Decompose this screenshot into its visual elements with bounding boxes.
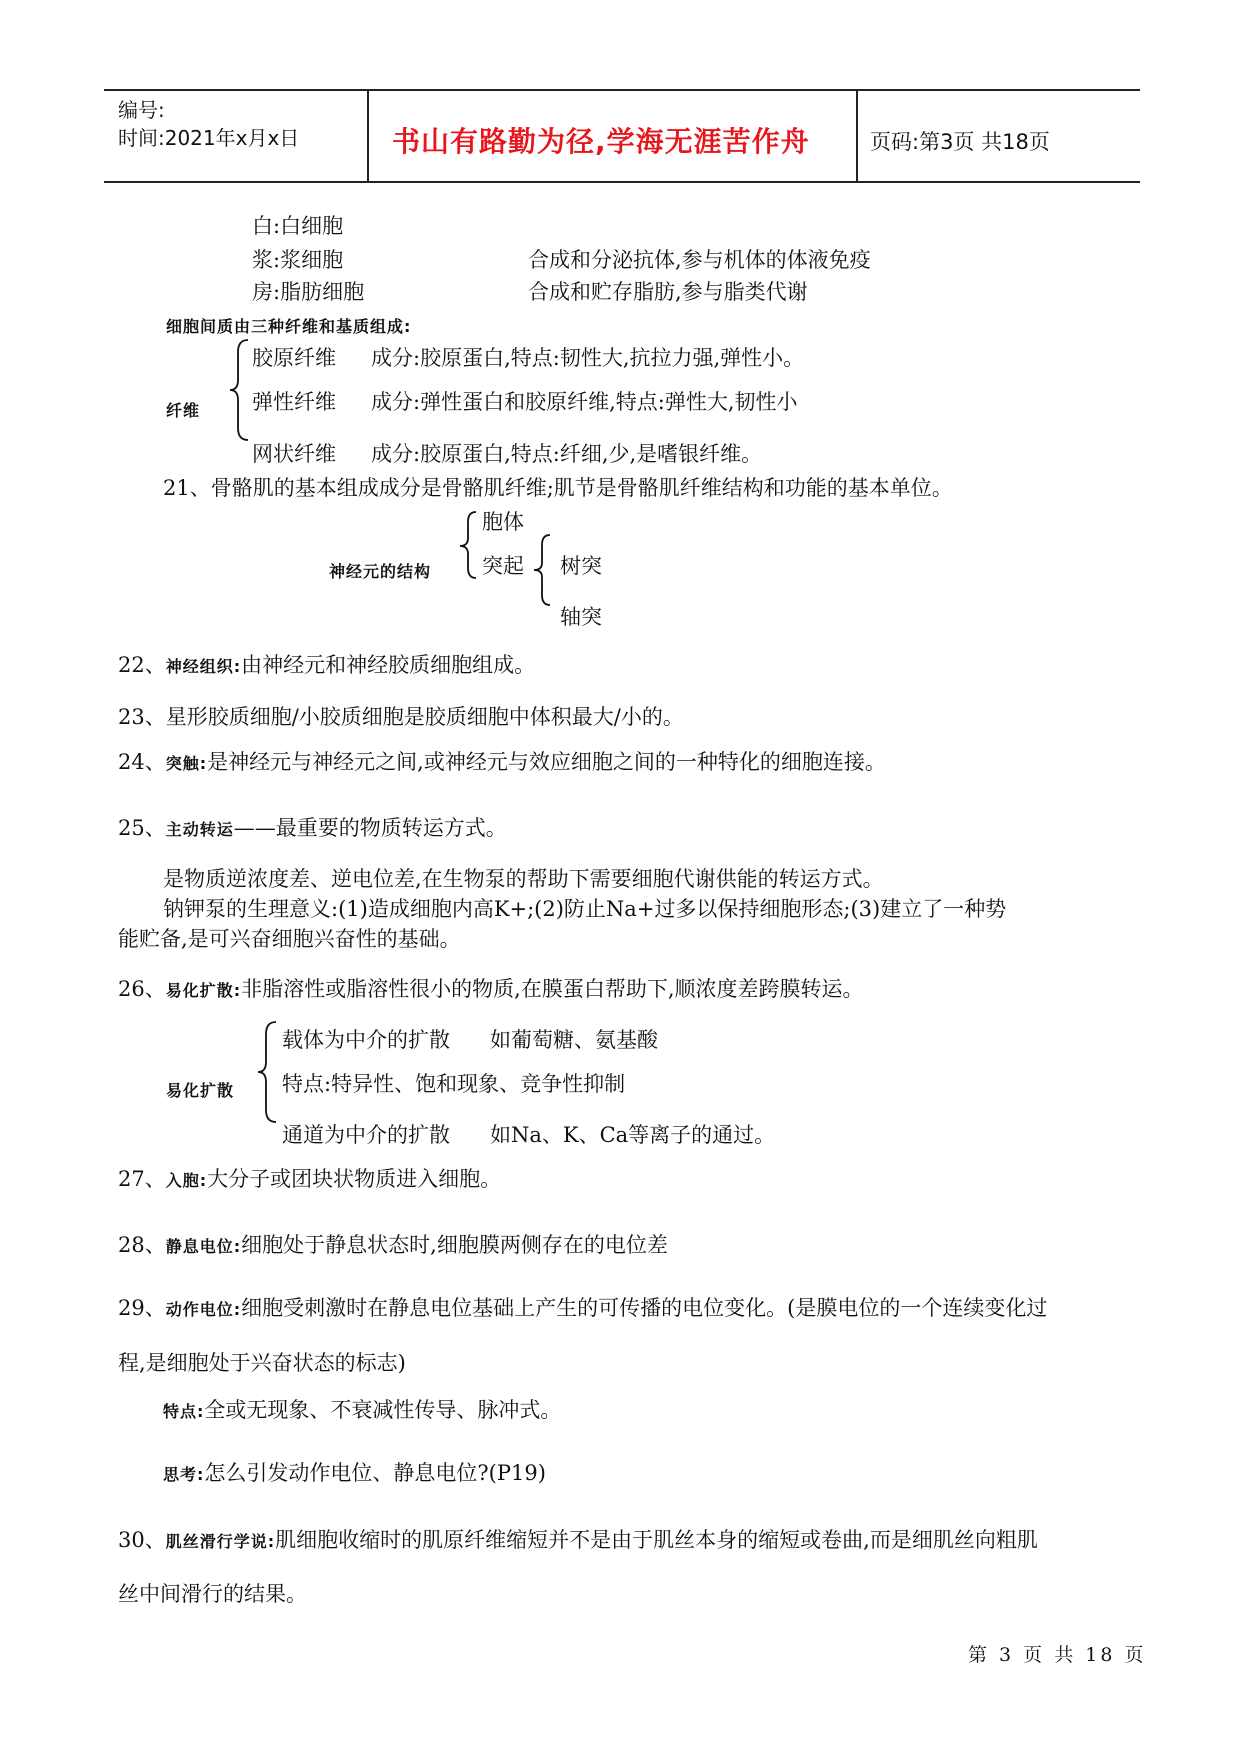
item-29-keyword: 动作电位: — [165, 1300, 242, 1319]
item-25-pump-line-2: 能贮备,是可兴奋细胞兴奋性的基础。 — [118, 927, 461, 951]
diffusion-group-label: 易化扩散 — [166, 1081, 235, 1100]
diffusion-brace — [256, 1020, 280, 1124]
cell-white-blood: 白:白细胞 — [252, 214, 344, 238]
item-29-think — [163, 1463, 546, 1484]
diffusion-features: 特点:特异性、饱和现象、竞争性抑制 — [282, 1072, 626, 1096]
item-24-number: 24、 — [118, 750, 166, 774]
fiber-intro: 细胞间质由三种纤维和基质组成: — [166, 317, 412, 336]
header-bottom-rule — [104, 181, 1140, 183]
item-23: 23、星形胶质细胞/小胶质细胞是胶质细胞中体积最大/小的。 — [118, 705, 684, 729]
item-26 — [118, 979, 864, 1000]
item-24 — [118, 752, 886, 773]
item-26-number: 26、 — [118, 977, 166, 1001]
fiber-elastic-desc: 成分:弹性蛋白和胶原纤维,特点:弹性大,韧性小 — [371, 390, 798, 414]
header-divider-left — [367, 90, 369, 182]
cell-plasma: 浆:浆细胞 — [252, 248, 344, 272]
document-code-label: 编号: — [118, 98, 165, 122]
neuron-structure-label: 神经元的结构 — [329, 562, 432, 581]
item-30-keyword: 肌丝滑行学说: — [165, 1532, 276, 1551]
item-27-number: 27、 — [118, 1167, 166, 1191]
cell-fat: 房:脂肪细胞 — [252, 280, 365, 304]
item-28-keyword: 静息电位: — [165, 1237, 242, 1256]
fiber-brace — [228, 338, 252, 442]
fiber-group-label: 纤维 — [166, 401, 201, 420]
item-29-think-text: 怎么引发动作电位、静息电位?(P19) — [204, 1461, 546, 1485]
item-30 — [118, 1530, 1038, 1551]
header-motto: 书山有路勤为径,学海无涯苦作舟 — [392, 125, 810, 158]
item-24-keyword: 突触: — [165, 754, 208, 773]
item-29-text: 细胞受刺激时在静息电位基础上产生的可传播的电位变化。(是膜电位的一个连续变化过 — [241, 1296, 1048, 1320]
neuron-axon: 轴突 — [560, 605, 602, 629]
item-29 — [118, 1298, 1047, 1319]
item-27 — [118, 1169, 501, 1190]
item-28-number: 28、 — [118, 1233, 166, 1257]
item-25-keyword: 主动转运 — [165, 820, 234, 839]
item-22-keyword: 神经组织: — [165, 657, 242, 676]
neuron-dendrite: 树突 — [560, 554, 602, 578]
header-divider-right — [856, 90, 858, 182]
diffusion-carrier-example: 如葡萄糖、氨基酸 — [490, 1028, 658, 1052]
cell-fat-desc: 合成和贮存脂肪,参与脂类代谢 — [528, 280, 808, 304]
item-25 — [118, 818, 507, 839]
item-29-think-keyword: 思考: — [163, 1465, 205, 1484]
item-28-text: 细胞处于静息状态时,细胞膜两侧存在的电位差 — [241, 1233, 668, 1257]
diffusion-channel-example: 如Na、K、Ca等离子的通过。 — [490, 1123, 776, 1147]
fiber-reticular-name: 网状纤维 — [252, 442, 336, 466]
item-22-text: 由神经元和神经胶质细胞组成。 — [241, 653, 536, 677]
fiber-elastic-name: 弹性纤维 — [252, 390, 336, 414]
fiber-collagen-name: 胶原纤维 — [252, 346, 336, 370]
fiber-collagen-desc: 成分:胶原蛋白,特点:韧性大,抗拉力强,弹性小。 — [371, 346, 805, 370]
item-29-features-text: 全或无现象、不衰减性传导、脉冲式。 — [204, 1398, 562, 1422]
item-22-number: 22、 — [118, 653, 166, 677]
item-25-text: ——最重要的物质转运方式。 — [233, 816, 507, 840]
document-time-label: 时间:2021年x月x日 — [118, 126, 300, 150]
neuron-process: 突起 — [482, 554, 524, 578]
diffusion-carrier: 载体为中介的扩散 — [282, 1028, 450, 1052]
item-29-number: 29、 — [118, 1296, 166, 1320]
item-25-number: 25、 — [118, 816, 166, 840]
cell-plasma-desc: 合成和分泌抗体,参与机体的体液免疫 — [528, 248, 871, 272]
item-30-number: 30、 — [118, 1528, 166, 1552]
diffusion-channel: 通道为中介的扩散 — [282, 1123, 450, 1147]
item-29-continuation: 程,是细胞处于兴奋状态的标志) — [118, 1351, 406, 1375]
item-29-features-keyword: 特点: — [163, 1402, 205, 1421]
item-27-keyword: 入胞: — [165, 1171, 208, 1190]
item-29-features — [163, 1400, 561, 1421]
item-22 — [118, 655, 535, 676]
item-28 — [118, 1235, 668, 1256]
item-21: 21、骨骼肌的基本组成成分是骨骼肌纤维;肌节是骨骼肌纤维结构和功能的基本单位。 — [163, 476, 953, 500]
item-24-text: 是神经元与神经元之间,或神经元与效应细胞之间的一种特化的细胞连接。 — [207, 750, 886, 774]
item-30-text: 肌细胞收缩时的肌原纤维缩短并不是由于肌丝本身的缩短或卷曲,而是细肌丝向粗肌 — [275, 1528, 1038, 1552]
header-top-rule — [104, 89, 1140, 91]
neuron-soma: 胞体 — [482, 510, 524, 534]
item-25-description: 是物质逆浓度差、逆电位差,在生物泵的帮助下需要细胞代谢供能的转运方式。 — [163, 867, 884, 891]
process-brace — [532, 533, 554, 607]
item-25-pump-line-1: 钠钾泵的生理意义:(1)造成细胞内高K+;(2)防止Na+过多以保持细胞形态;(3)建立了一种势 — [163, 897, 1007, 921]
item-26-keyword: 易化扩散: — [165, 981, 242, 1000]
item-26-text: 非脂溶性或脂溶性很小的物质,在膜蛋白帮助下,顺浓度差跨膜转运。 — [241, 977, 864, 1001]
item-30-continuation: 丝中间滑行的结果。 — [118, 1582, 307, 1606]
header-page-number: 页码:第3页 共18页 — [870, 130, 1050, 154]
page-footer: 第 3 页 共 18 页 — [968, 1644, 1147, 1666]
item-27-text: 大分子或团块状物质进入细胞。 — [207, 1167, 502, 1191]
fiber-reticular-desc: 成分:胶原蛋白,特点:纤细,少,是嗜银纤维。 — [371, 442, 763, 466]
neuron-brace — [458, 510, 480, 580]
